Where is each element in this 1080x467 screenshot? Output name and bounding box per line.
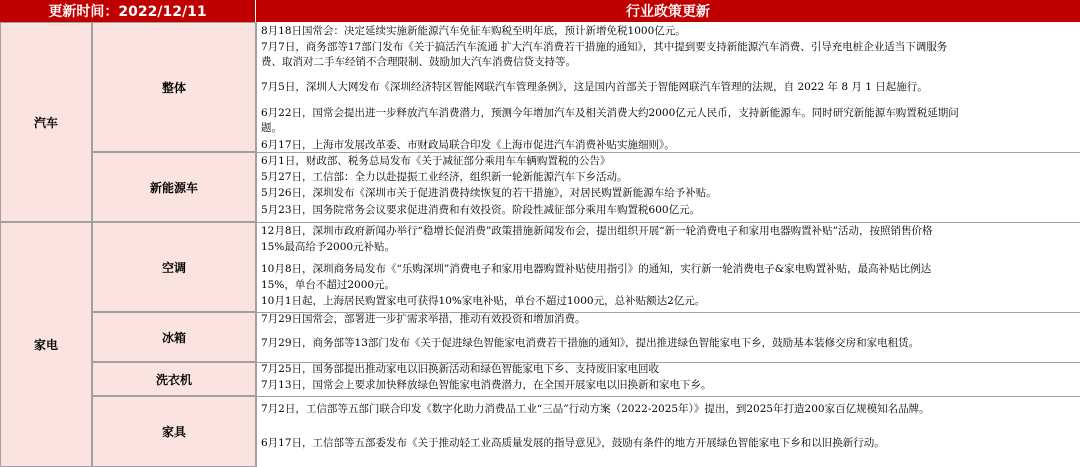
category-auto: 汽车 [0, 22, 92, 222]
policy-line: 5月26日，深圳发布《深圳市关于促进消费持续恢复的若干措施》，对居民购置新能源车给予补贴。 [261, 187, 717, 199]
subcategory-fridge: 冰箱 [92, 312, 256, 362]
policy-list [256, 22, 1080, 467]
row-divider [257, 222, 1080, 223]
policy-line: 5月27日，工信部：全力以赴提振工业经济，组织新一轮新能源汽车下乡活动。 [261, 171, 628, 183]
policy-line: 15%最高给予2000元补贴。 [261, 241, 396, 253]
policy-line: 7月5日，深圳人大网发布《深圳经济特区智能网联汽车管理条例》，这是国内首部关于智能网联汽车管理的法规，自 2022 年 8 月 1 日起施行。 [261, 81, 928, 93]
policy-line: 6月17日，工信部等五部委发布《关于推动轻工业高质量发展的指导意见》，鼓励有条件的地方开展绿色智能家电下乡和以旧换新行动。 [261, 437, 885, 449]
policy-line: 12月8日，深圳市政府新闻办举行“稳增长促消费”政策措施新闻发布会，提出组织开展“新一轮消费电子和家用电器购置补贴”活动，按照销售价格 [261, 225, 933, 237]
policy-line: 8月18日国常会：决定延续实施新能源汽车免征车购税至明年底，预计新增免税1000亿元。 [261, 25, 686, 37]
subcategory-whole: 整体 [92, 22, 256, 152]
category-appliance: 家电 [0, 222, 92, 467]
policy-line: 7月7日，商务部等17部门发布《关于搞活汽车流通 扩大汽车消费若干措施的通知》，其中提到要支持新能源汽车消费、引导充电桩企业适当下调服务 [261, 41, 948, 53]
subcategory-nev: 新能源车 [92, 152, 256, 222]
policy-line: 7月29日国常会，部署进一步扩需求举措，推动有效投资和增加消费。 [261, 313, 586, 325]
policy-line: 10月8日，深圳商务局发布《“乐购深圳”消费电子和家用电器购置补贴使用指引》的通知，实行新一轮消费电子&家电购置补贴，最高补贴比例达 [261, 263, 932, 275]
subcategory-ac: 空调 [92, 222, 256, 312]
policy-line: 题。 [261, 122, 282, 134]
policy-line: 费、取消对二手车经销不合理限制、鼓励加大汽车消费信贷支持等。 [261, 56, 576, 68]
update-time: 更新时间：2022/12/11 [0, 0, 256, 22]
policy-line: 5月23日，国务院常务会议要求促进消费和有效投资。阶段性减征部分乘用车购置税600亿元。 [261, 204, 701, 216]
policy-line: 7月2日，工信部等五部门联合印发《数字化助力消费品工业“三品”行动方案（2022-2025年）》提出，到2025年打造200家百亿规模知名品牌。 [261, 403, 930, 415]
policy-line: 6月22日，国常会提出进一步释放汽车消费潜力，预测今年增加汽车及相关消费大约2000亿元人民币，支持新能源车。同时研究新能源车购置税延期问 [261, 107, 959, 119]
subcategory-furniture: 家具 [92, 396, 256, 467]
row-divider [257, 152, 1080, 153]
policy-line: 7月13日，国常会上要求加快释放绿色智能家电消费潜力，在全国开展家电以旧换新和家电下乡。 [261, 379, 712, 391]
sheet-title: 行业政策更新 [256, 0, 1080, 22]
policy-line: 6月17日，上海市发展改革委、市财政局联合印发《上海市促进汽车消费补贴实施细则》。 [261, 139, 675, 151]
policy-line: 7月29日，商务部等13部门发布《关于促进绿色智能家电消费若干措施的通知》，提出推进绿色智能家电下乡，鼓励基本装修交房和家电租赁。 [261, 337, 920, 349]
row-divider [257, 396, 1080, 397]
policy-line: 7月25日，国务部提出推动家电以旧换新活动和绿色智能家电下乡、支持废旧家电回收 [261, 363, 660, 375]
policy-line: 10月1日起，上海居民购置家电可获得10%家电补贴，单台不超过1000元，总补贴额达2亿元。 [261, 295, 706, 307]
policy-line: 15%，单台不超过2000元。 [261, 279, 396, 291]
policy-line: 6月1日，财政部、税务总局发布《关于减征部分乘用车车辆购置税的公告》 [261, 155, 611, 167]
subcategory-washer: 洗衣机 [92, 362, 256, 396]
